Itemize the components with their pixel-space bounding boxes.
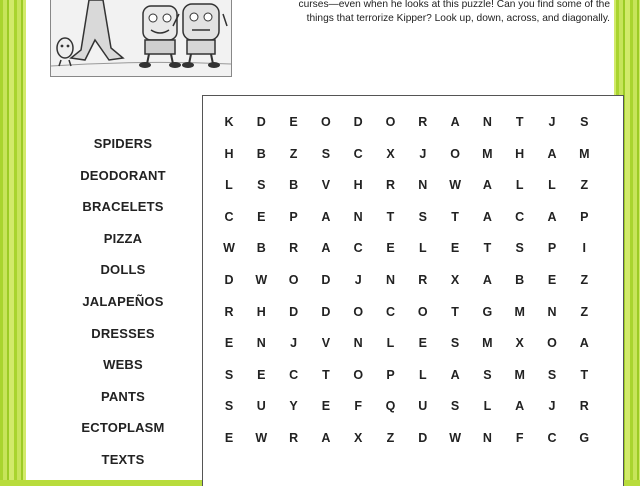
grid-letter[interactable]: T	[451, 304, 459, 319]
grid-letter[interactable]: M	[579, 146, 590, 161]
grid-letter[interactable]: R	[418, 115, 428, 129]
grid-letter[interactable]: C	[515, 209, 525, 224]
grid-letter[interactable]: P	[386, 367, 395, 382]
grid-letter[interactable]: C	[224, 209, 234, 224]
word-item: SPIDERS	[93, 136, 153, 151]
grid-letter[interactable]: B	[289, 178, 299, 193]
grid-letter[interactable]: J	[290, 336, 298, 351]
grid-letter[interactable]: C	[385, 304, 396, 319]
grid-letter[interactable]: A	[482, 273, 492, 287]
grid-row	[203, 363, 623, 395]
grid-letter[interactable]: E	[547, 273, 557, 287]
instructions-line-2: things that terrorize Kipper? Look up, down, across, and diagonally.	[306, 13, 610, 24]
grid-letter[interactable]: O	[417, 304, 428, 319]
grid-letter[interactable]: O	[547, 336, 557, 351]
grid-letter[interactable]: E	[224, 431, 234, 445]
grid-letter[interactable]: N	[353, 209, 363, 224]
grid-letter[interactable]: A	[450, 367, 460, 382]
grid-letter[interactable]: D	[418, 431, 428, 445]
grid-letter[interactable]: X	[515, 336, 524, 351]
grid-letter[interactable]: L	[418, 241, 427, 256]
grid-row	[203, 110, 623, 142]
word-item: DRESSES	[91, 325, 155, 341]
grid-letter[interactable]: N	[256, 336, 266, 351]
grid-letter[interactable]: S	[224, 367, 234, 382]
puzzle-grid	[202, 95, 624, 486]
grid-letter[interactable]: S	[483, 367, 492, 382]
grid-letter[interactable]: F	[515, 431, 524, 445]
grid-letter[interactable]: S	[580, 115, 589, 129]
grid-letter[interactable]: Z	[580, 178, 589, 193]
grid-letter[interactable]: G	[579, 431, 590, 445]
word-item: JALAPEÑOS	[82, 293, 164, 309]
grid-letter[interactable]: B	[515, 273, 525, 287]
grid-letter[interactable]: N	[353, 336, 363, 351]
grid-letter[interactable]: S	[450, 399, 460, 414]
grid-letter[interactable]: N	[482, 115, 492, 129]
grid-letter[interactable]: L	[483, 399, 492, 414]
grid-row	[203, 142, 623, 174]
grid-letter[interactable]: O	[450, 146, 460, 161]
grid-letter[interactable]: E	[450, 241, 460, 256]
grid-letter[interactable]: A	[547, 209, 557, 224]
grid-letter[interactable]: S	[224, 399, 234, 414]
word-item: BRACELETS	[82, 199, 164, 215]
grid-letter[interactable]: H	[256, 304, 266, 319]
word-item: PIZZA	[103, 230, 143, 246]
grid-letter[interactable]: A	[321, 431, 331, 445]
grid-letter[interactable]: T	[483, 241, 492, 256]
grid-letter[interactable]: T	[580, 367, 589, 382]
grid-letter[interactable]: Z	[386, 431, 395, 445]
grid-letter[interactable]: S	[321, 146, 331, 161]
grid-letter[interactable]: H	[353, 178, 363, 193]
grid-letter[interactable]: M	[514, 304, 525, 319]
kipper-illustration	[50, 0, 232, 77]
grid-letter[interactable]: P	[289, 209, 298, 224]
grid-letter[interactable]: I	[582, 241, 587, 256]
grid-letter[interactable]: E	[289, 115, 298, 129]
grid-letter[interactable]: O	[353, 304, 364, 319]
grid-letter[interactable]: M	[482, 336, 493, 351]
word-item: DEODORANT	[80, 167, 166, 183]
grid-row	[203, 394, 623, 426]
grid-letter[interactable]: W	[255, 431, 268, 445]
grid-letter[interactable]: A	[579, 336, 589, 351]
grid-letter[interactable]: P	[580, 209, 589, 224]
grid-letter[interactable]: D	[321, 304, 331, 319]
grid-letter[interactable]: W	[449, 178, 461, 193]
grid-letter[interactable]: X	[386, 146, 395, 161]
grid-letter[interactable]: R	[289, 431, 299, 445]
grid-letter[interactable]: D	[321, 273, 331, 287]
grid-letter[interactable]: F	[354, 399, 362, 414]
grid-letter[interactable]: R	[579, 399, 589, 414]
grid-letter[interactable]: Y	[289, 399, 298, 414]
grid-letter[interactable]: H	[224, 146, 234, 161]
grid-letter[interactable]: N	[385, 273, 396, 287]
grid-letter[interactable]: A	[482, 209, 492, 224]
grid-letter[interactable]: C	[353, 146, 363, 161]
grid-letter[interactable]: Z	[580, 273, 589, 287]
grid-letter[interactable]: O	[385, 115, 396, 129]
grid-letter[interactable]: X	[450, 273, 460, 287]
grid-letter[interactable]: S	[515, 241, 524, 256]
grid-letter[interactable]: T	[386, 209, 395, 224]
grid-letter[interactable]: H	[515, 146, 525, 161]
grid-letter[interactable]: R	[224, 304, 234, 319]
grid-letter[interactable]: E	[386, 241, 395, 256]
grid-row	[203, 268, 623, 300]
grid-letter[interactable]: A	[547, 146, 557, 161]
grid-letter[interactable]: W	[255, 273, 268, 287]
grid-letter[interactable]: J	[548, 115, 556, 129]
grid-letter[interactable]: D	[256, 115, 266, 129]
grid-letter[interactable]: Z	[289, 146, 298, 161]
word-item: WEBS	[103, 357, 143, 373]
grid-letter[interactable]: N	[482, 431, 492, 445]
grid-letter[interactable]: E	[257, 209, 266, 224]
instructions	[238, 0, 610, 26]
grid-letter[interactable]: D	[224, 273, 234, 287]
grid-letter[interactable]: E	[224, 336, 234, 351]
grid-letter[interactable]: R	[385, 178, 396, 193]
grid-letter[interactable]: V	[321, 336, 331, 351]
grid-row	[203, 173, 623, 205]
grid-letter[interactable]: V	[321, 178, 331, 193]
grid-letter[interactable]: X	[354, 431, 363, 445]
cartoon-image	[51, 0, 231, 76]
grid-letter[interactable]: T	[322, 367, 330, 382]
grid-letter[interactable]: S	[418, 209, 427, 224]
worksheet	[26, 0, 614, 480]
grid-letter[interactable]: E	[321, 399, 331, 414]
grid-letter[interactable]: P	[547, 241, 557, 256]
grid-letter[interactable]: U	[418, 399, 428, 414]
word-item: ECTOPLASM	[81, 420, 165, 436]
word-item: TEXTS	[101, 451, 145, 467]
grid-letter[interactable]: O	[288, 273, 299, 287]
grid-letter[interactable]: W	[223, 241, 235, 256]
grid-letter[interactable]: E	[418, 336, 427, 351]
grid-row	[203, 331, 623, 363]
grid-letter[interactable]: C	[289, 367, 299, 382]
grid-letter[interactable]: O	[353, 367, 364, 382]
grid-letter[interactable]: A	[515, 399, 525, 414]
grid-letter[interactable]: R	[418, 273, 428, 287]
grid-row	[203, 236, 623, 268]
grid-letter[interactable]: D	[289, 304, 299, 319]
grid-row	[203, 300, 623, 332]
grid-row	[203, 205, 623, 237]
grid-letter[interactable]: T	[515, 115, 524, 129]
grid-letter[interactable]: T	[451, 209, 459, 224]
word-item: DOLLS	[100, 262, 146, 278]
grid-letter[interactable]: A	[321, 209, 331, 224]
grid-letter[interactable]: O	[321, 115, 331, 129]
grid-letter[interactable]: A	[450, 115, 460, 129]
grid-letter[interactable]: B	[256, 146, 266, 161]
word-list	[56, 128, 190, 476]
grid-letter[interactable]: Z	[580, 304, 589, 319]
grid-letter[interactable]: C	[353, 241, 363, 256]
grid-letter[interactable]: D	[353, 115, 363, 129]
grid-letter[interactable]: A	[482, 178, 492, 193]
grid-letter[interactable]: M	[482, 146, 493, 161]
grid-letter[interactable]: S	[450, 336, 460, 351]
grid-letter[interactable]: L	[515, 178, 524, 193]
grid-letter[interactable]: G	[482, 304, 493, 319]
grid-letter[interactable]: R	[289, 241, 299, 256]
grid-letter[interactable]: C	[547, 431, 557, 445]
grid-letter[interactable]: J	[548, 399, 556, 414]
grid-row	[203, 426, 623, 458]
grid-letter[interactable]: L	[225, 178, 233, 193]
grid-letter[interactable]: E	[257, 367, 266, 382]
grid-letter[interactable]: W	[449, 431, 461, 445]
grid-letter[interactable]: Q	[385, 399, 396, 414]
grid-letter[interactable]: B	[256, 241, 266, 256]
instructions-line-1: curses—even when he looks at this puzzle! Can you find some of the	[298, 0, 610, 10]
grid-letter[interactable]: N	[418, 178, 428, 193]
grid-letter[interactable]: K	[224, 115, 234, 129]
grid-letter[interactable]: A	[321, 241, 331, 256]
grid-letter[interactable]: S	[257, 178, 266, 193]
grid-letter[interactable]: J	[419, 146, 427, 161]
grid-letter[interactable]: M	[514, 367, 525, 382]
grid-letter[interactable]: L	[548, 178, 556, 193]
grid-letter[interactable]: J	[354, 273, 362, 287]
grid-letter[interactable]: L	[418, 367, 427, 382]
grid-letter[interactable]: N	[547, 304, 557, 319]
grid-letter[interactable]: S	[547, 367, 557, 382]
word-item: PANTS	[100, 388, 146, 404]
grid-letter[interactable]: U	[256, 399, 266, 414]
grid-letter[interactable]: L	[386, 336, 395, 351]
